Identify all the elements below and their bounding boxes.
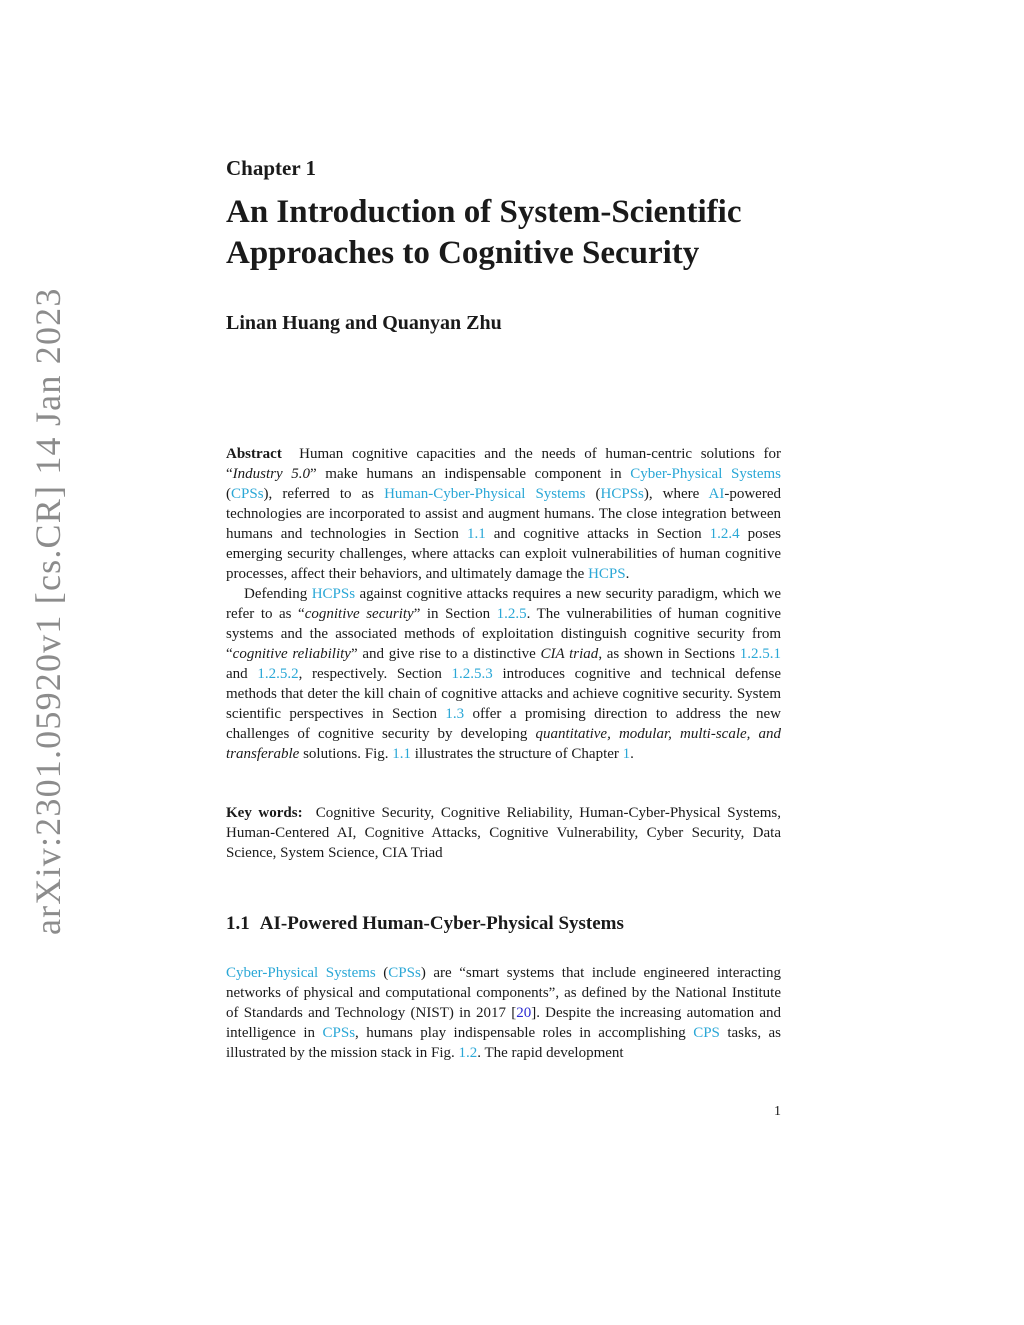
acronym-link-cpss[interactable]: CPSs — [231, 486, 264, 502]
section-body — [226, 963, 781, 1063]
keywords-label: Key words: — [226, 805, 303, 821]
page-number: 1 — [774, 1104, 781, 1119]
acronym-link-cps-short[interactable]: CPS — [693, 1025, 720, 1041]
section-title: AI-Powered Human-Cyber-Physical Systems — [259, 913, 624, 934]
acronym-link-cps[interactable]: Cyber-Physical Systems — [226, 965, 376, 981]
acronym-link-hcps-short[interactable]: HCPS — [588, 566, 626, 582]
section-number: 1.1 — [226, 913, 250, 934]
section-link-1-2-4[interactable]: 1.2.4 — [709, 526, 740, 542]
citation-link-20[interactable]: 20 — [516, 1005, 532, 1021]
acronym-link-ai[interactable]: AI — [708, 486, 725, 502]
keywords-paragraph — [226, 803, 781, 863]
section-link-1-3[interactable]: 1.3 — [445, 706, 465, 722]
acronym-link-cpss[interactable]: CPSs — [322, 1025, 356, 1041]
section-link-1-2-5-2[interactable]: 1.2.5.2 — [257, 666, 299, 682]
chapter-label: Chapter 1 — [226, 156, 317, 180]
acronym-link-cps[interactable]: Cyber-Physical Systems — [630, 466, 781, 482]
acronym-link-hcpss[interactable]: HCPSs — [600, 486, 644, 502]
keywords-text: Cognitive Security, Cognitive Reliability, Human-Cyber-Physical Systems, Human-Centered AI, Cognitive Attacks, Cognitive Vulnerability, Cyber Security, Data Science, System Science, CIA Triad — [226, 805, 781, 861]
chapter-title: An Introduction of System-Scientific Approaches to Cognitive Security — [226, 194, 742, 271]
abstract-paragraph-1: Abstract Human cognitive capacities and the needs of human-centric solutions for “Industry 5.0” make humans an indispensable component in Cyber-Physical Systems (CPSs), referred to as Human-Cyber-Physical Systems (HCPSs), where AI-powered technologies are incorporated to assist and augment humans. The close integration between humans and technologies in Section 1.1 and cognitive attacks in Section 1.2.4 poses emerging security challenges, where attacks can exploit vulnerabilities of human cognitive processes, affect their behaviors, and ultimately damage the HCPS. — [226, 446, 782, 582]
acronym-link-hcpss[interactable]: HCPSs — [311, 586, 356, 602]
figure-link-1-1[interactable]: 1.1 — [392, 746, 412, 762]
arxiv-identifier-stamp: arXiv:2301.05920v1 [cs.CR] 14 Jan 2023 — [28, 287, 68, 935]
section-link-1-2-5[interactable]: 1.2.5 — [496, 606, 527, 622]
section-heading — [226, 913, 624, 935]
keywords — [226, 803, 781, 863]
section-paragraph-1: Cyber-Physical Systems (CPSs) are “smart systems that include engineered interacting networks of physical and computational components”, as defined by the National Institute of Standards and Technology (NIST) in 2017 [20]. Despite the increasing automation and intelligence in CPSs, humans play indispensable roles in accomplishing CPS tasks, as illustrated by the mission stack in Fig. 1.2. The rapid development — [226, 965, 782, 1061]
abstract-paragraph-2: Defending HCPSs against cognitive attacks requires a new security paradigm, which we refer to as “cognitive security” in Section 1.2.5. The vulnerabilities of human cognitive systems and the associated methods of exploitation distinguish cognitive security from “cognitive reliability” and give rise to a distinctive CIA triad, as shown in Sections 1.2.5.1 and 1.2.5.2, respectively. Section 1.2.5.3 introduces cognitive and technical defense methods that deter the kill chain of cognitive attacks and achieve cognitive security. System scientific perspectives in Section 1.3 offer a promising direction to address the new challenges of cognitive security by developing quantitative, modular, multi-scale, and transferable solutions. Fig. 1.1 illustrates the structure of Chapter 1. — [226, 586, 782, 762]
abstract-label: Abstract — [226, 446, 282, 462]
section-link-1-2-5-1[interactable]: 1.2.5.1 — [739, 646, 782, 662]
section-link-1-1[interactable]: 1.1 — [466, 526, 486, 542]
figure-link-1-2[interactable]: 1.2 — [458, 1045, 478, 1061]
authors: Linan Huang and Quanyan Zhu — [226, 312, 502, 334]
abstract — [226, 444, 781, 764]
acronym-link-hcps[interactable]: Human-Cyber-Physical Systems — [384, 486, 586, 502]
acronym-link-cpss[interactable]: CPSs — [388, 965, 421, 981]
chapter-link-1[interactable]: 1 — [622, 746, 631, 762]
section-link-1-2-5-3[interactable]: 1.2.5.3 — [451, 666, 493, 682]
